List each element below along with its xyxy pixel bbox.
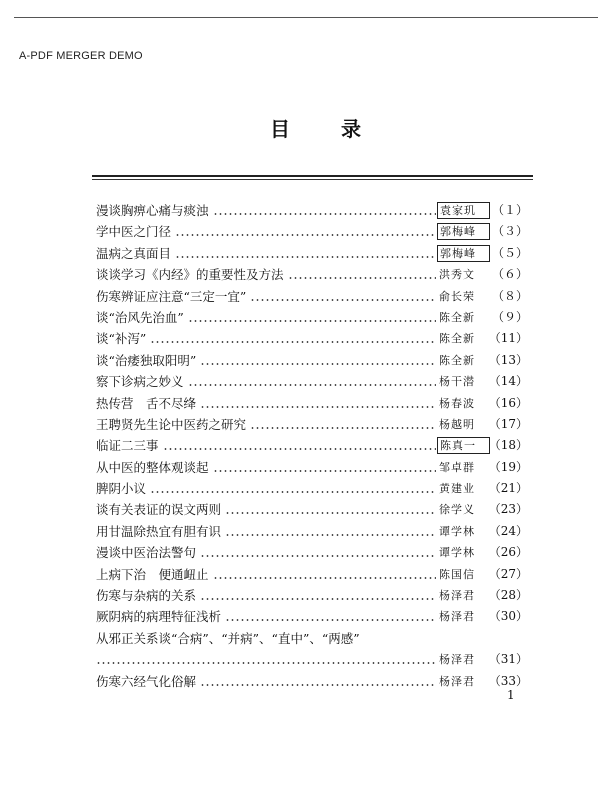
entry-title: 从中医的整体观谈起 <box>96 459 209 475</box>
entry-page: （13） <box>488 352 528 367</box>
entry-title: 上病下治 便通衄止 <box>96 566 209 582</box>
entry-title: 谈“补泻” <box>96 331 147 347</box>
dot-leader <box>163 448 436 450</box>
entry-page: （21） <box>488 481 528 496</box>
entry-author: 郭梅峰 <box>437 223 490 240</box>
dot-leader <box>200 363 436 365</box>
dot-leader <box>213 577 436 579</box>
entry-title: 王聘贤先生论中医药之研究 <box>96 416 247 432</box>
entry-author: 陈全新 <box>439 310 475 324</box>
entry-title: 临证二三事 <box>96 438 159 454</box>
entry-page: （14） <box>488 374 528 389</box>
entry-page: （11） <box>488 331 528 346</box>
toc-entry[interactable] <box>96 628 528 649</box>
entry-page: （９） <box>491 309 528 324</box>
entry-page: （30） <box>488 609 528 624</box>
toc-entry[interactable] <box>96 350 528 371</box>
title-rule-thin <box>92 179 533 180</box>
title-char-2: 录 <box>341 117 362 141</box>
dot-leader <box>250 299 436 301</box>
entry-page: （19） <box>488 459 528 474</box>
dot-leader <box>188 384 436 386</box>
entry-page: （18） <box>488 438 528 453</box>
entry-title: 伤寒六经气化俗解 <box>96 673 197 689</box>
entry-page: （３） <box>491 224 528 239</box>
toc-entry[interactable] <box>96 521 528 542</box>
toc-entry[interactable] <box>96 264 528 285</box>
toc-entry[interactable] <box>96 542 528 563</box>
dot-leader <box>200 598 436 600</box>
dot-leader <box>225 619 436 621</box>
entry-page: （５） <box>491 245 528 260</box>
dot-leader <box>213 213 436 215</box>
entry-author: 谭学林 <box>439 546 475 560</box>
page-title <box>270 113 362 142</box>
entry-page: （８） <box>491 288 528 303</box>
toc-entry[interactable] <box>96 457 528 478</box>
entry-title: 谈“治风先治血” <box>96 309 184 325</box>
entry-author: 陈真一 <box>437 437 490 454</box>
page-number: 1 <box>507 688 515 702</box>
entry-page: （24） <box>488 523 528 538</box>
toc-entry[interactable] <box>96 328 528 349</box>
entry-author: 杨越明 <box>439 417 475 431</box>
entry-author: 杨泽君 <box>439 610 475 624</box>
entry-page: （17） <box>488 416 528 431</box>
table-of-contents <box>96 200 528 692</box>
top-rule <box>14 17 598 18</box>
entry-title: 从邪正关系谈“合病”、“并病”、“直中”、“两感” <box>96 630 360 646</box>
dot-leader <box>225 512 436 514</box>
entry-author: 杨泽君 <box>439 653 475 667</box>
toc-entry[interactable] <box>96 243 528 264</box>
entry-author: 俞长荣 <box>439 289 475 303</box>
title-rule-thick <box>92 175 533 177</box>
dot-leader <box>96 662 436 664</box>
dot-leader <box>213 470 436 472</box>
entry-title: 谈“治痿独取阳明” <box>96 352 197 368</box>
entry-author: 郭梅峰 <box>437 245 490 262</box>
toc-entry[interactable] <box>96 564 528 585</box>
entry-author: 陈全新 <box>439 353 475 367</box>
toc-entry[interactable] <box>96 393 528 414</box>
entry-title: 伤寒与杂病的关系 <box>96 588 197 604</box>
entry-author: 洪秀文 <box>439 268 475 282</box>
entry-page: （33） <box>488 673 528 688</box>
entry-author: 邹卓群 <box>439 460 475 474</box>
dot-leader <box>225 534 436 536</box>
toc-entry[interactable] <box>96 435 528 456</box>
entry-title: 漫谈胸痹心痛与痰浊 <box>96 203 209 218</box>
toc-entry[interactable] <box>96 307 528 328</box>
entry-page: （16） <box>488 395 528 410</box>
entry-author: 谭学林 <box>439 524 475 538</box>
dot-leader <box>288 277 436 279</box>
entry-title: 热传营 舌不尽绛 <box>96 395 197 411</box>
toc-entry[interactable] <box>96 414 528 435</box>
toc-entry[interactable] <box>96 671 528 692</box>
dot-leader <box>150 341 436 343</box>
entry-page: （31） <box>488 652 528 667</box>
dot-leader <box>250 427 436 429</box>
entry-author: 陈全新 <box>439 332 475 346</box>
entry-page: （６） <box>491 267 528 282</box>
entry-title: 学中医之门径 <box>96 224 172 240</box>
entry-title: 温病之真面目 <box>96 245 172 261</box>
entry-author: 徐学义 <box>439 503 475 517</box>
entry-author: 杨干潜 <box>439 375 475 389</box>
dot-leader <box>188 320 436 322</box>
toc-entry[interactable] <box>96 606 528 627</box>
entry-author: 黄建业 <box>439 482 475 496</box>
entry-title: 漫谈中医治法警句 <box>96 545 197 561</box>
entry-author: 陈国信 <box>439 567 475 581</box>
entry-author: 袁家玑 <box>437 202 490 219</box>
entry-title: 伤寒辨证应注意“三定一宜” <box>96 288 247 304</box>
toc-entry[interactable] <box>96 649 528 670</box>
dot-leader <box>200 406 436 408</box>
entry-page: （28） <box>488 588 528 603</box>
entry-title: 厥阴病的病理特征浅析 <box>96 609 222 625</box>
entry-author: 杨泽君 <box>439 589 475 603</box>
title-char-1: 目 <box>270 117 291 141</box>
entry-page: （23） <box>488 502 528 517</box>
merger-banner: A-PDF MERGER DEMO <box>19 50 143 62</box>
entry-title: 察下诊病之妙义 <box>96 374 184 390</box>
toc-entry[interactable] <box>96 499 528 520</box>
entry-page: （27） <box>488 566 528 581</box>
dot-leader <box>150 491 436 493</box>
dot-leader <box>175 234 436 236</box>
dot-leader <box>200 684 436 686</box>
dot-leader <box>200 555 436 557</box>
entry-page: （26） <box>488 545 528 560</box>
entry-page: （１） <box>491 203 528 217</box>
entry-author: 杨春波 <box>439 396 475 410</box>
entry-title: 谈谈学习《内经》的重要性及方法 <box>96 267 284 283</box>
entry-author: 杨泽君 <box>439 674 475 688</box>
toc-entry[interactable] <box>96 585 528 606</box>
toc-entry[interactable] <box>96 221 528 242</box>
dot-leader <box>175 256 436 258</box>
entry-title: 谈有关表证的误文两则 <box>96 502 222 518</box>
toc-entry[interactable] <box>96 286 528 307</box>
toc-entry[interactable] <box>96 371 528 392</box>
entry-title: 脾阴小议 <box>96 481 147 497</box>
entry-title: 用甘温除热宜有胆有识 <box>96 523 222 539</box>
toc-entry[interactable] <box>96 478 528 499</box>
toc-entry[interactable] <box>96 200 528 221</box>
